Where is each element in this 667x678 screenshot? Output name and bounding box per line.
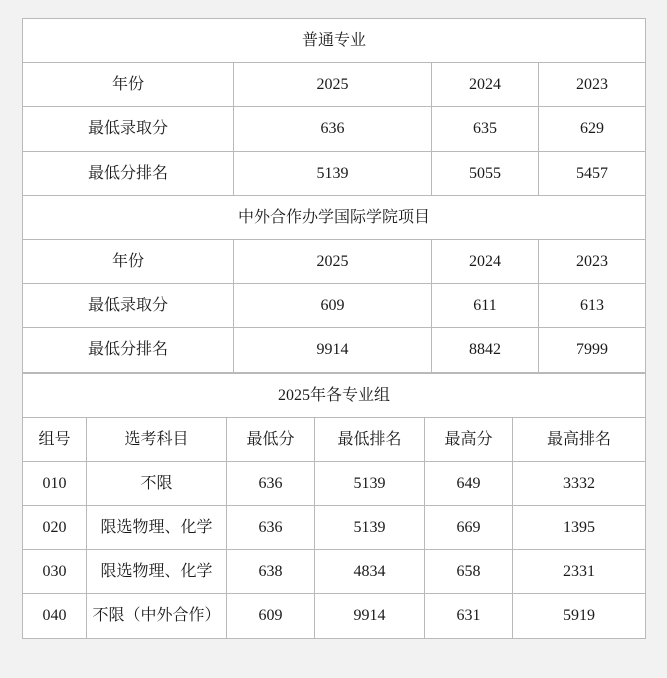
cell-intl-min-score-2025: 609 bbox=[234, 284, 432, 328]
cell-year-2023: 2023 bbox=[539, 63, 646, 107]
cell-min-rank-2023: 5457 bbox=[539, 151, 646, 195]
cell-group-subjects: 不限 bbox=[87, 461, 227, 505]
cell-group-code: 040 bbox=[23, 594, 87, 638]
row-label-min-score: 最低录取分 bbox=[23, 107, 234, 151]
cell-group-min-score: 636 bbox=[227, 506, 315, 550]
table-row bbox=[23, 195, 646, 239]
section-title-major-groups: 2025年各专业组 bbox=[23, 373, 646, 417]
column-header-min-rank: 最低排名 bbox=[315, 417, 425, 461]
cell-group-code: 030 bbox=[23, 550, 87, 594]
cell-group-max-rank: 2331 bbox=[513, 550, 646, 594]
cell-group-max-score: 658 bbox=[425, 550, 513, 594]
cell-intl-min-rank-2025: 9914 bbox=[234, 328, 432, 372]
cell-group-max-rank: 1395 bbox=[513, 506, 646, 550]
cell-group-min-score: 609 bbox=[227, 594, 315, 638]
cell-group-max-rank: 5919 bbox=[513, 594, 646, 638]
cell-intl-year-2025: 2025 bbox=[234, 239, 432, 283]
cell-min-score-2023: 629 bbox=[539, 107, 646, 151]
column-header-min-score: 最低分 bbox=[227, 417, 315, 461]
row-label-min-score-intl: 最低录取分 bbox=[23, 284, 234, 328]
column-header-max-rank: 最高排名 bbox=[513, 417, 646, 461]
table-row bbox=[23, 151, 646, 195]
cell-group-subjects: 限选物理、化学 bbox=[87, 506, 227, 550]
table-row bbox=[23, 328, 646, 372]
cell-min-score-2024: 635 bbox=[432, 107, 539, 151]
major-groups-table bbox=[22, 373, 646, 639]
cell-intl-min-rank-2023: 7999 bbox=[539, 328, 646, 372]
cell-year-2024: 2024 bbox=[432, 63, 539, 107]
cell-year-2025: 2025 bbox=[234, 63, 432, 107]
table-row bbox=[23, 373, 646, 417]
table-row bbox=[23, 506, 646, 550]
table-row bbox=[23, 107, 646, 151]
table-header-row bbox=[23, 417, 646, 461]
cell-group-min-rank: 5139 bbox=[315, 506, 425, 550]
row-label-min-rank-intl: 最低分排名 bbox=[23, 328, 234, 372]
table-row bbox=[23, 594, 646, 638]
cell-group-max-rank: 3332 bbox=[513, 461, 646, 505]
cell-group-code: 010 bbox=[23, 461, 87, 505]
cell-group-min-rank: 9914 bbox=[315, 594, 425, 638]
section-title-general: 普通专业 bbox=[23, 19, 646, 63]
cell-group-min-score: 638 bbox=[227, 550, 315, 594]
cell-group-max-score: 669 bbox=[425, 506, 513, 550]
table-row bbox=[23, 63, 646, 107]
cell-min-rank-2025: 5139 bbox=[234, 151, 432, 195]
row-label-year-intl: 年份 bbox=[23, 239, 234, 283]
section-title-international: 中外合作办学国际学院项目 bbox=[23, 195, 646, 239]
column-header-max-score: 最高分 bbox=[425, 417, 513, 461]
cell-intl-year-2024: 2024 bbox=[432, 239, 539, 283]
table-row bbox=[23, 550, 646, 594]
cell-min-score-2025: 636 bbox=[234, 107, 432, 151]
column-header-code: 组号 bbox=[23, 417, 87, 461]
cell-group-subjects: 限选物理、化学 bbox=[87, 550, 227, 594]
cell-intl-min-rank-2024: 8842 bbox=[432, 328, 539, 372]
table-row bbox=[23, 239, 646, 283]
table-row bbox=[23, 461, 646, 505]
cell-intl-min-score-2024: 611 bbox=[432, 284, 539, 328]
cell-group-max-score: 631 bbox=[425, 594, 513, 638]
cell-group-min-rank: 5139 bbox=[315, 461, 425, 505]
table-row bbox=[23, 19, 646, 63]
admission-score-table bbox=[22, 18, 646, 373]
cell-group-code: 020 bbox=[23, 506, 87, 550]
row-label-year: 年份 bbox=[23, 63, 234, 107]
cell-group-min-rank: 4834 bbox=[315, 550, 425, 594]
cell-intl-min-score-2023: 613 bbox=[539, 284, 646, 328]
row-label-min-rank: 最低分排名 bbox=[23, 151, 234, 195]
column-header-subjects: 选考科目 bbox=[87, 417, 227, 461]
cell-group-subjects: 不限（中外合作） bbox=[87, 594, 227, 638]
table-row bbox=[23, 284, 646, 328]
cell-group-min-score: 636 bbox=[227, 461, 315, 505]
cell-group-max-score: 649 bbox=[425, 461, 513, 505]
cell-intl-year-2023: 2023 bbox=[539, 239, 646, 283]
cell-min-rank-2024: 5055 bbox=[432, 151, 539, 195]
